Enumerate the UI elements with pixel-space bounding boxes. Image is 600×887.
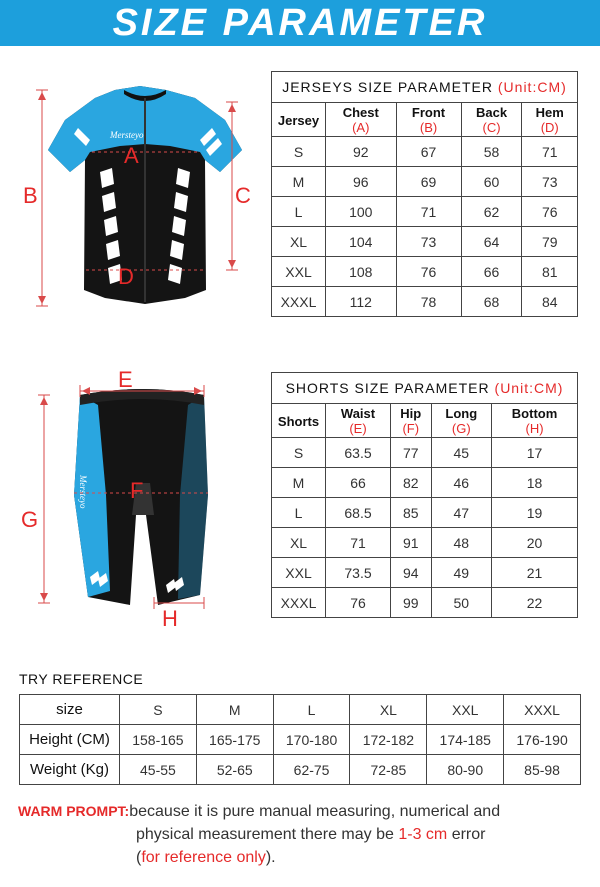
table-row: S 92 67 58 71 bbox=[272, 137, 578, 167]
shorts-table-unit: (Unit:CM) bbox=[494, 380, 564, 396]
table-row: size S M L XL XXL XXXL bbox=[20, 695, 581, 725]
table-row: XXL 108 76 66 81 bbox=[272, 257, 578, 287]
jersey-figure bbox=[20, 80, 270, 320]
page-title: SIZE PARAMETER bbox=[112, 2, 488, 44]
dim-label-f: F bbox=[130, 478, 144, 503]
shorts-table-title: SHORTS SIZE PARAMETER (Unit:CM) bbox=[272, 373, 578, 404]
warm-prompt: WARM PROMPT:because it is pure manual measuring, numerical and physical measurement there may be 1-3 cm error (for reference only). bbox=[18, 803, 501, 866]
reference-title: TRY REFERENCE bbox=[19, 671, 144, 687]
jersey-brand: Mersteyo bbox=[110, 130, 144, 140]
dim-label-a: A bbox=[124, 143, 139, 168]
jersey-table-unit: (Unit:CM) bbox=[497, 79, 567, 95]
table-row: S 63.5 77 45 17 bbox=[272, 438, 578, 468]
shorts-size-table bbox=[271, 372, 578, 618]
table-row: M 66 82 46 18 bbox=[272, 468, 578, 498]
dim-label-e: E bbox=[118, 367, 133, 392]
dim-label-b: B bbox=[23, 183, 38, 208]
table-row: L 68.5 85 47 19 bbox=[272, 498, 578, 528]
jersey-image bbox=[20, 80, 270, 320]
reference-table bbox=[19, 694, 581, 785]
table-row: Height (CM) 158-165 165-175 170-180 172-182 174-185 176-190 bbox=[20, 725, 581, 755]
shorts-table-header: Shorts Waist (E) Hip (F) Long (G) Bottom (H) bbox=[272, 404, 578, 438]
jersey-table-header: Jersey Chest (A) Front (B) Back (C) Hem (D) bbox=[272, 103, 578, 137]
table-row: XL 71 91 48 20 bbox=[272, 528, 578, 558]
table-row: L 100 71 62 76 bbox=[272, 197, 578, 227]
table-row: XXXL 112 78 68 84 bbox=[272, 287, 578, 317]
jersey-table-title: JERSEYS SIZE PARAMETER (Unit:CM) bbox=[272, 72, 578, 103]
dim-label-h: H bbox=[162, 606, 178, 631]
shorts-brand: Mersteyo bbox=[78, 475, 88, 509]
table-row: XL 104 73 64 79 bbox=[272, 227, 578, 257]
table-row: XXL 73.5 94 49 21 bbox=[272, 558, 578, 588]
dim-label-g: G bbox=[21, 507, 39, 532]
table-row: XXXL 76 99 50 22 bbox=[272, 588, 578, 618]
jersey-size-table bbox=[271, 71, 578, 317]
dim-label-d: D bbox=[118, 264, 134, 289]
table-row: M 96 69 60 73 bbox=[272, 167, 578, 197]
warm-prompt-label: WARM PROMPT: bbox=[18, 803, 130, 819]
table-row: Weight (Kg) 45-55 52-65 62-75 72-85 80-90 85-98 bbox=[20, 755, 581, 785]
shorts-figure bbox=[18, 365, 268, 635]
dim-label-c: C bbox=[235, 183, 251, 208]
